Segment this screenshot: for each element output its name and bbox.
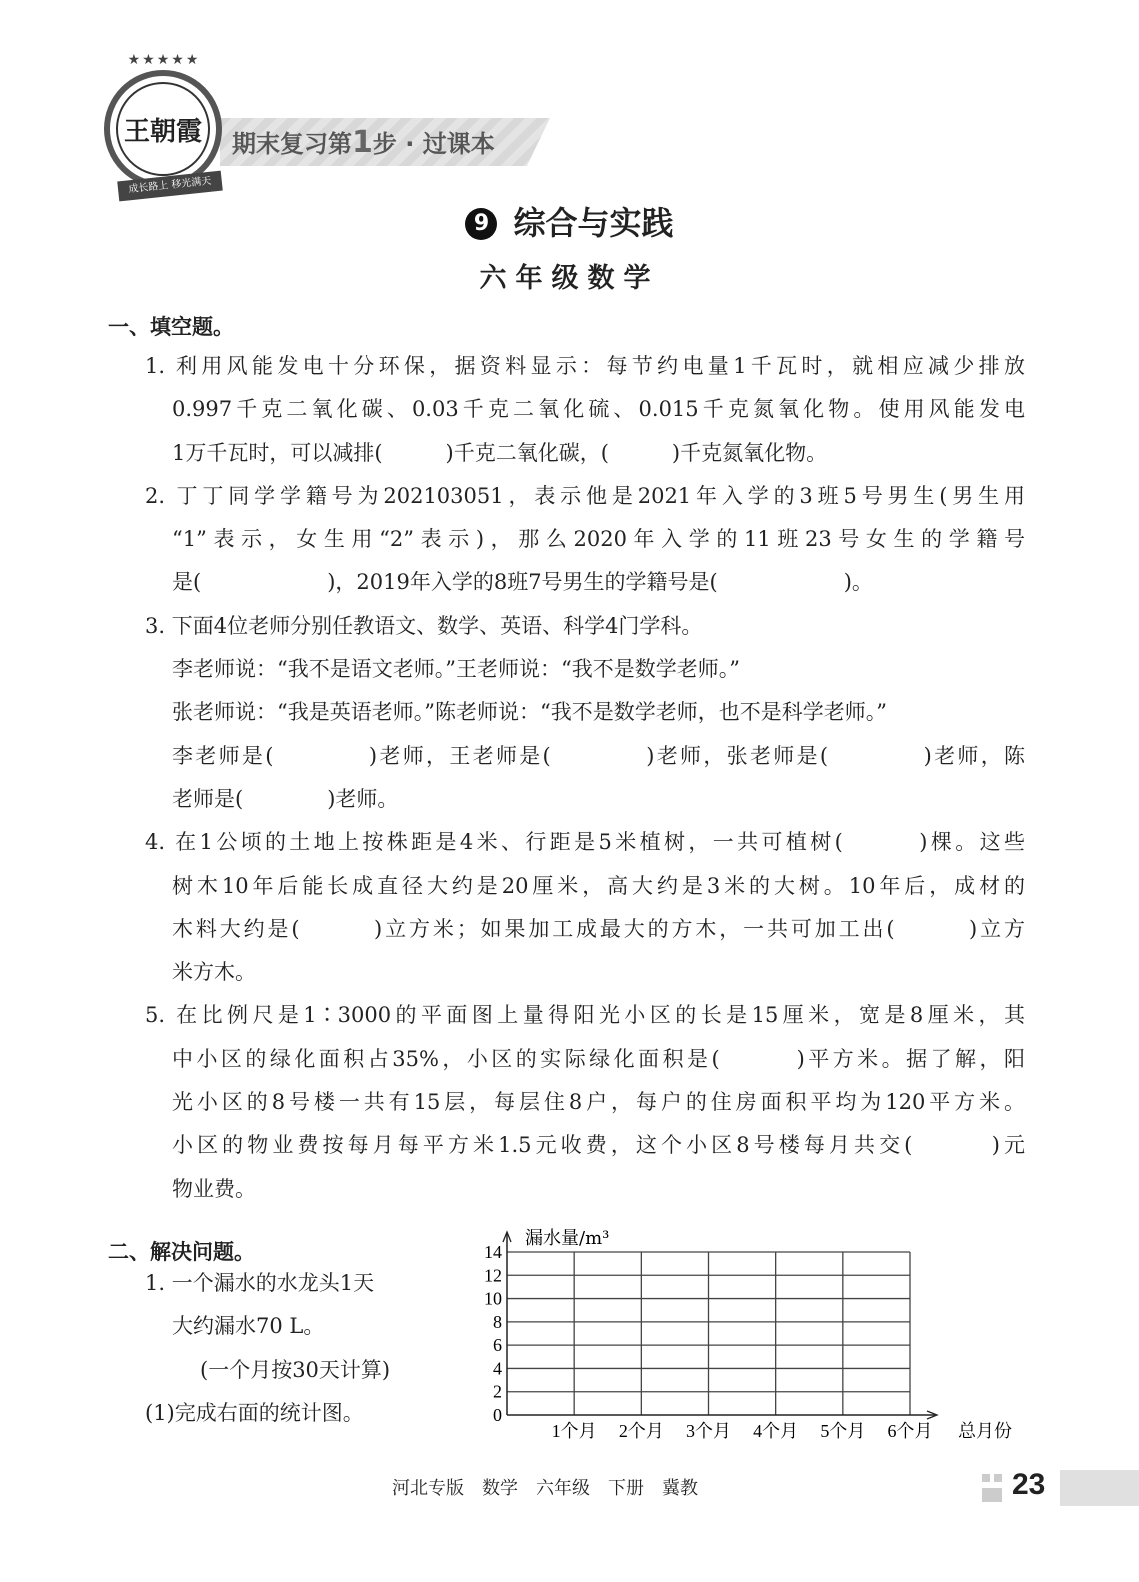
y-tick-label: 8: [493, 1311, 502, 1332]
question-line: 木料大约是( )立方米；如果加工成最大的方木，一共可加工出( )立方: [172, 916, 1025, 941]
footer-subject: 数学: [482, 1478, 518, 1499]
x-tick-label: 5个月: [820, 1421, 866, 1441]
question-line: 中小区的绿化面积占35%，小区的实际绿化面积是( )平方米。据了解，阳: [172, 1046, 1025, 1071]
banner-suffix: 步 · 过课本: [372, 130, 495, 158]
question-line: “1”表示，女生用“2”表示)，那么2020年入学的11班23号女生的学籍号: [172, 527, 1025, 552]
logo-text: 王朝霞: [116, 82, 210, 176]
question-3: [145, 605, 1025, 821]
banner-prefix: 期末复习第: [232, 130, 352, 158]
subtitle: 六年级数学: [479, 263, 660, 294]
question-line: 物业费。: [172, 1176, 256, 1201]
chapter-name: 综合与实践: [513, 204, 674, 242]
page-bar: [1060, 1470, 1139, 1506]
footer: [392, 1474, 716, 1500]
y-tick-label: 2: [493, 1381, 502, 1402]
chart-grid: [503, 1232, 937, 1419]
x-tick-label: 1个月: [551, 1421, 597, 1441]
problem-note: (一个月按30天计算): [200, 1357, 391, 1382]
y-tick-label: 4: [493, 1358, 502, 1379]
question-2: [145, 475, 1025, 605]
section2-heading: 二、解决问题。: [108, 1240, 255, 1264]
banner-text: [232, 124, 495, 160]
question-line: 0.997千克二氧化碳、0.03千克二氧化硫、0.015千克氮氧化物。使用风能发电: [172, 397, 1025, 422]
y-tick-label: 10: [484, 1288, 502, 1309]
footer-grade: 六年级: [536, 1478, 590, 1499]
question-line: 1. 利用风能发电十分环保，据资料显示：每节约电量1千瓦时，就相应减少排放: [145, 354, 1025, 378]
question-line: 树木10年后能长成直径大约是20厘米，高大约是3米的大树。10年后，成材的: [172, 873, 1025, 898]
footer-edition: 河北专版: [392, 1478, 464, 1499]
problem-line: 1. 一个漏水的水龙头1天: [145, 1271, 375, 1295]
question-line: 3. 下面4位老师分别任教语文、数学、英语、科学4门学科。: [145, 613, 703, 638]
question-line: 老师是( )老师。: [172, 786, 399, 811]
x-tick-label: 3个月: [686, 1421, 731, 1441]
question-line: 5. 在比例尺是1∶3000的平面图上量得阳光小区的长是15厘米，宽是8厘米，其: [145, 1003, 1025, 1028]
fill-in-questions: [145, 345, 1025, 1211]
problem-1: [145, 1262, 445, 1435]
y-tick-label: 0: [493, 1405, 502, 1425]
x-tick-label: 6个月: [887, 1421, 933, 1441]
x-tick-label: 2个月: [618, 1421, 664, 1441]
problem-subquestion: (1)完成右面的统计图。: [145, 1400, 364, 1425]
question-line: 张老师说：“我是英语老师。”陈老师说：“我不是数学老师，也不是科学老师。”: [172, 700, 887, 725]
footer-volume: 下册: [608, 1478, 644, 1499]
star-decoration: ★★★★★: [127, 52, 201, 68]
question-line: 4. 在1公顷的土地上按株距是4米、行距是5米植树，一共可植树( )棵。这些: [145, 830, 1025, 855]
footer-publisher: 冀教: [662, 1478, 698, 1499]
question-line: 米方木。: [172, 960, 256, 985]
leak-chart: [470, 1222, 1040, 1452]
question-4: [145, 821, 1025, 994]
y-tick-label: 6: [493, 1335, 502, 1356]
question-5: [145, 994, 1025, 1210]
question-line: 1万千瓦时，可以减排( )千克二氧化碳，( )千克氮氧化物。: [172, 440, 828, 465]
question-line: 李老师是( )老师，王老师是( )老师，张老师是( )老师，陈: [172, 743, 1025, 768]
page-number: 23: [1012, 1468, 1046, 1501]
chapter-title: [0, 198, 1139, 244]
question-line: 小区的物业费按每月每平方米1.5元收费，这个小区8号楼每月共交( )元: [172, 1133, 1025, 1158]
question-line: 是( )，2019年入学的8班7号男生的学籍号是( )。: [172, 570, 873, 595]
y-axis-label: 漏水量/m³: [525, 1228, 610, 1249]
publisher-logo: [104, 70, 222, 188]
section1-heading: 一、填空题。: [108, 315, 234, 339]
question-line: 2. 丁丁同学学籍号为202103051，表示他是2021年入学的3班5号男生(男生用: [145, 483, 1025, 508]
problem-line: 大约漏水70 L。: [172, 1314, 325, 1339]
y-tick-label: 12: [484, 1265, 502, 1286]
chapter-number: 9: [465, 208, 497, 240]
question-1: [145, 345, 1025, 475]
question-line: 光小区的8号楼一共有15层，每层住8户，每户的住房面积平均为120平方米。: [172, 1090, 1025, 1115]
logo-ribbon: 成长路上 移光满天: [117, 171, 223, 202]
x-axis-label: 总月份: [958, 1421, 1012, 1442]
question-line: 李老师说：“我不是语文老师。”王老师说：“我不是数学老师。”: [172, 657, 740, 682]
banner-step-number: 1: [352, 125, 373, 160]
y-tick-label: 14: [484, 1242, 502, 1262]
x-tick-label: 4个月: [753, 1421, 799, 1441]
